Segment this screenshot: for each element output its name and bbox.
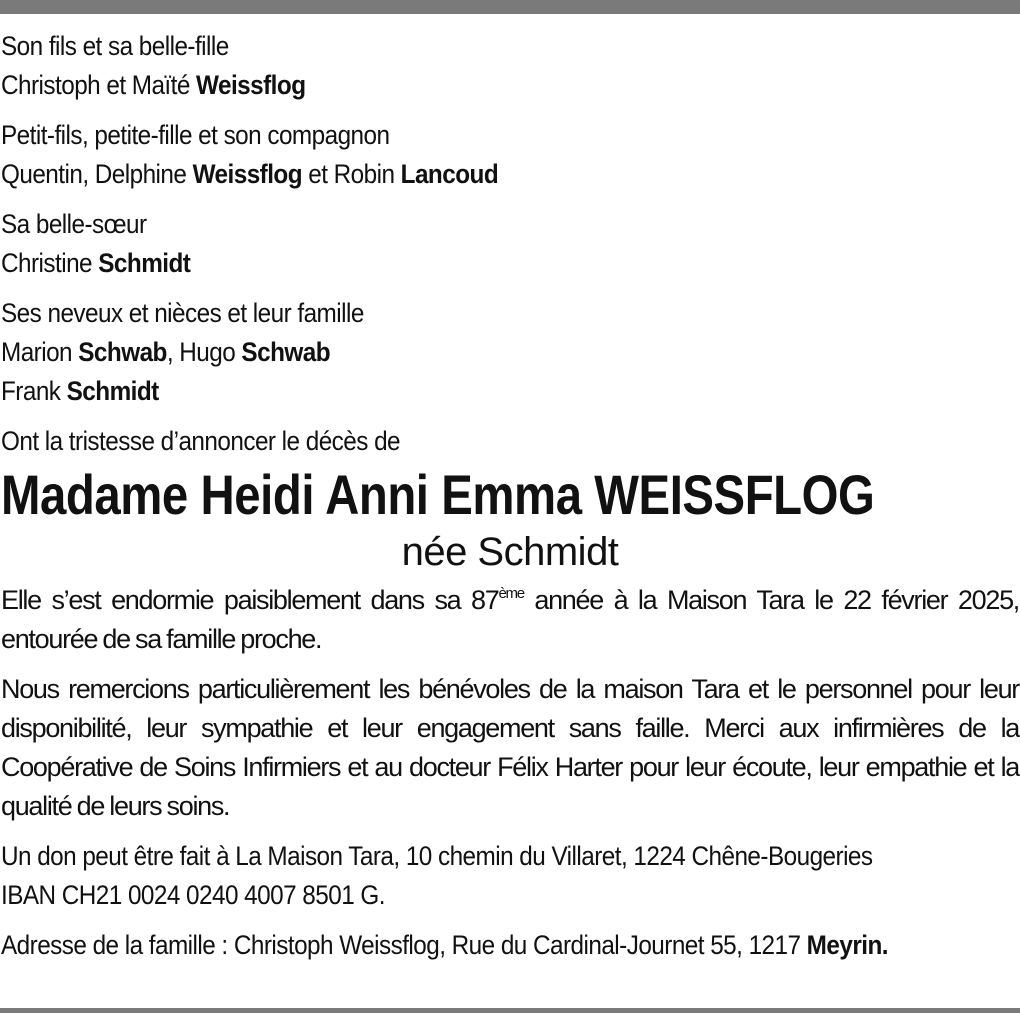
member-surname: Weissflog (192, 159, 303, 189)
member-surname: Schwab (241, 337, 331, 367)
member-first-names: Marion (1, 337, 79, 367)
member-surname: Weissflog (196, 70, 306, 100)
deceased-name: Madame Heidi Anni Emma WEISSFLOG (1, 463, 875, 526)
top-rule (0, 0, 1020, 14)
member-first-names: Quentin, Delphine (1, 159, 193, 189)
family-group-nephews (1, 294, 1019, 411)
family-members (1, 372, 917, 411)
family-group-grandchildren (1, 116, 1019, 194)
passing-paragraph (1, 581, 1019, 659)
family-members (1, 66, 917, 105)
donation-iban: IBAN CH21 0024 0240 4007 8501 G. (1, 880, 385, 910)
obituary-notice (1, 27, 1019, 965)
bottom-rule (0, 1008, 1020, 1013)
thanks-paragraph: Nous remercions particulièrement les bénévoles de la maison Tara et le personnel pour leur disponibilité, leur sympathie et leur engagement sans faille. Merci aux infirmières de la Coopérative de Soins Infirmiers et au docteur Félix Harter pour leur écoute, leur empathie et la qualité de leurs soins. (1, 674, 1019, 821)
member-first-names: et Robin (302, 159, 401, 189)
member-surname: Schmidt (98, 248, 191, 278)
relation-label: Son fils et sa belle-fille (1, 31, 229, 61)
family-group-sister-in-law (1, 205, 1019, 283)
family-members (1, 155, 917, 194)
family-members (1, 333, 917, 372)
family-group-son (1, 27, 1019, 105)
family-address (1, 926, 917, 965)
donation-address: Un don peut être fait à La Maison Tara, 10 chemin du Villaret, 1224 Chêne-Bougeries (1, 841, 873, 871)
ordinal-suffix: ème (498, 585, 524, 602)
member-surname: Schwab (78, 337, 167, 367)
donation-info (1, 837, 1019, 915)
relation-label: Ses neveux et nièces et leur famille (1, 298, 364, 328)
member-surname: Schmidt (66, 376, 159, 406)
maiden-name: née Schmidt (401, 530, 619, 574)
family-members (1, 244, 917, 283)
member-first-names: Christine (1, 248, 99, 278)
member-surname: Lancoud (400, 159, 499, 189)
address-text: Adresse de la famille : Christoph Weissflog, Rue du Cardinal-Journet 55, 1217 (1, 930, 807, 960)
member-first-names: Frank (1, 376, 67, 406)
passing-text: année à la Maison Tara le 22 février 2025, entourée de sa famille proche. (1, 585, 1019, 654)
announcement-line: Ont la tristesse d’annoncer le décès de (1, 426, 401, 456)
member-first-names: Christoph et Maïté (1, 70, 197, 100)
member-first-names: , Hugo (166, 337, 242, 367)
address-city: Meyrin. (806, 930, 888, 960)
relation-label: Sa belle-sœur (1, 209, 147, 239)
passing-text: Elle s’est endormie paisiblement dans sa 87 (1, 585, 499, 615)
relation-label: Petit-fils, petite-fille et son compagnon (1, 120, 390, 150)
